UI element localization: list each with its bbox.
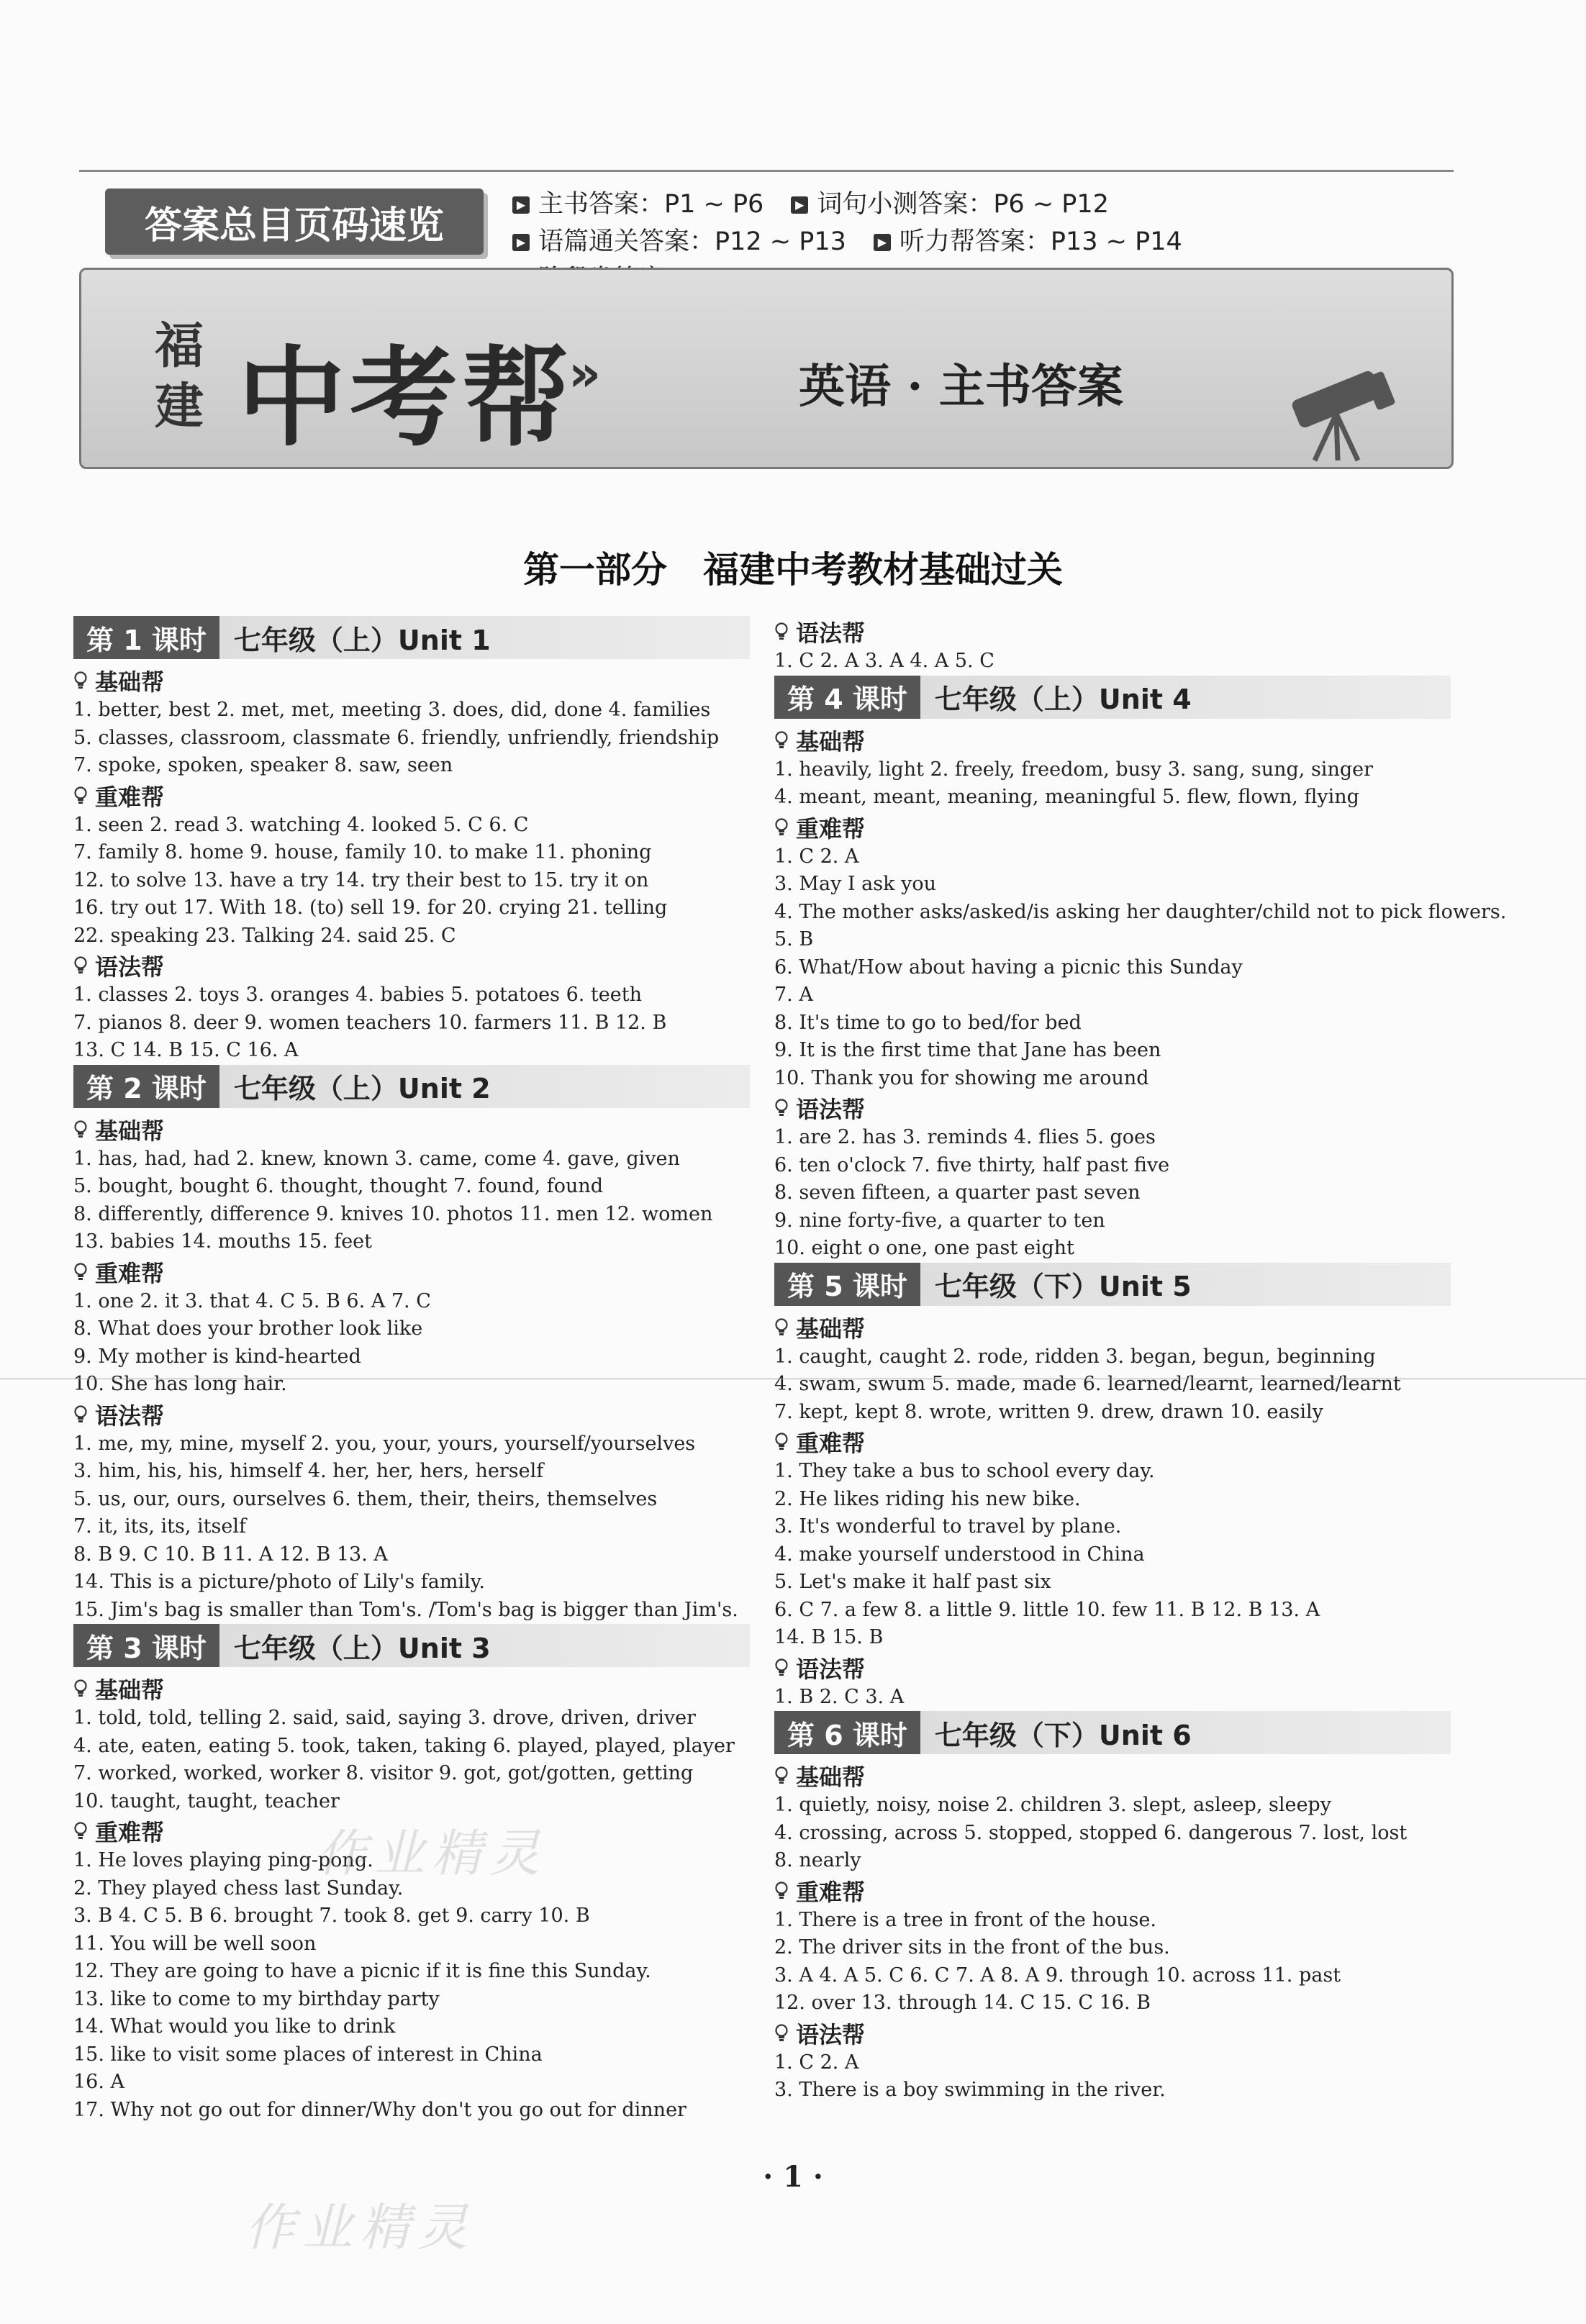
subject-title: 英语 · 主书答案 xyxy=(799,360,1123,414)
answer-line: 11. You will be well soon xyxy=(73,1932,317,1955)
answer-line: 4. make yourself understood in China xyxy=(774,1543,1145,1566)
play-square-icon: ▶ xyxy=(791,196,808,214)
answer-line: 4. ate, eaten, eating 5. took, taken, taking 6. played, played, player xyxy=(73,1734,735,1757)
section-heading xyxy=(73,1673,750,1705)
section-heading-label: 重难帮 xyxy=(796,814,866,843)
section-heading xyxy=(73,950,750,981)
section-heading xyxy=(774,1652,1451,1684)
lightbulb-icon xyxy=(73,956,88,975)
answer-page-link xyxy=(791,186,1109,223)
lesson-number: 第 3 课时 xyxy=(73,1624,219,1667)
lightbulb-icon xyxy=(774,1099,789,1117)
watermark: 作业精灵 xyxy=(245,2198,475,2257)
page-number: · 1 · xyxy=(763,2160,823,2194)
answer-line: 9. It is the first time that Jane has been xyxy=(774,1039,1161,1061)
section-heading xyxy=(73,1114,750,1145)
answer-page-link-label: 语篇通关答案：P12 ~ P13 xyxy=(538,227,846,256)
answer-line: 1. quietly, noisy, noise 2. children 3. slept, asleep, sleepy xyxy=(774,1794,1331,1816)
answer-line: 10. She has long hair. xyxy=(73,1373,287,1395)
answer-line: 5. B xyxy=(774,928,814,950)
answer-line: 13. babies 14. mouths 15. feet xyxy=(73,1230,373,1253)
answer-line: 13. C 14. B 15. C 16. A xyxy=(73,1039,299,1061)
answer-line: 4. swam, swum 5. made, made 6. learned/learnt, learned/learnt xyxy=(774,1373,1401,1395)
answer-line: 4. meant, meant, meaning, meaningful 5. flew, flown, flying xyxy=(774,786,1359,808)
answer-line: 5. classes, classroom, classmate 6. friendly, unfriendly, friendship xyxy=(73,726,720,749)
lesson-header xyxy=(774,1711,1451,1754)
lesson-number: 第 6 课时 xyxy=(774,1711,920,1754)
lightbulb-icon xyxy=(774,1433,789,1451)
answer-line: 16. A xyxy=(73,2071,125,2093)
section-heading xyxy=(774,1875,1451,1907)
section-heading xyxy=(774,812,1451,843)
answer-page-link xyxy=(512,223,846,260)
answer-line: 1. They take a bus to school every day. xyxy=(774,1460,1155,1482)
lightbulb-icon xyxy=(774,1882,789,1900)
lightbulb-icon xyxy=(774,1658,789,1677)
section-heading xyxy=(73,665,750,696)
lightbulb-icon xyxy=(774,2024,789,2043)
lesson-unit: 七年级（上）Unit 3 xyxy=(233,1632,491,1664)
answer-line: 1. one 2. it 3. that 4. C 5. B 6. A 7. C xyxy=(73,1289,431,1312)
brand-province: 福建 xyxy=(154,318,204,435)
lesson-header xyxy=(73,1624,750,1667)
answer-summary-label: 答案总目页码速览 xyxy=(105,189,484,255)
answer-line: 3. him, his, his, himself 4. her, her, hers, herself xyxy=(73,1460,544,1482)
lesson-header xyxy=(73,616,750,659)
right-column xyxy=(774,616,1507,2105)
answer-line: 2. The driver sits in the front of the bus. xyxy=(774,1936,1170,1958)
play-square-icon: ▶ xyxy=(512,234,530,251)
answer-line: 7. spoke, spoken, speaker 8. saw, seen xyxy=(73,754,453,776)
section-heading-label: 重难帮 xyxy=(95,783,165,811)
section-heading xyxy=(73,1256,750,1288)
section-heading xyxy=(774,1092,1451,1124)
answer-line: 17. Why not go out for dinner/Why don't you go out for dinner xyxy=(73,2098,686,2121)
answer-line: 1. are 2. has 3. reminds 4. flies 5. goes xyxy=(774,1126,1156,1148)
lesson-number: 第 2 课时 xyxy=(73,1065,219,1108)
lesson-number: 第 1 课时 xyxy=(73,616,219,659)
answer-line: 22. speaking 23. Talking 24. said 25. C xyxy=(73,924,456,947)
answer-line: 3. A 4. A 5. C 6. C 7. A 8. A 9. through 10. across 11. past xyxy=(774,1964,1341,1987)
section-heading xyxy=(774,2017,1451,2049)
answer-line: 10. taught, taught, teacher xyxy=(73,1789,340,1812)
section-heading xyxy=(73,780,750,812)
lightbulb-icon xyxy=(774,818,789,837)
answer-page-link-label: 词句小测答案：P6 ~ P12 xyxy=(817,190,1109,219)
answer-line: 1. B 2. C 3. A xyxy=(774,1685,905,1708)
answer-line: 1. better, best 2. met, met, meeting 3. does, did, done 4. families xyxy=(73,699,711,721)
header-rule xyxy=(79,170,1454,172)
lesson-unit: 七年级（上）Unit 4 xyxy=(934,684,1192,715)
lightbulb-icon xyxy=(73,1679,88,1698)
section-heading xyxy=(774,725,1451,756)
answer-line: 3. There is a boy swimming in the river. xyxy=(774,2079,1166,2101)
answer-line: 12. to solve 13. have a try 14. try their best to 15. try it on xyxy=(73,868,649,891)
section-heading xyxy=(774,616,1451,648)
answer-line: 9. nine forty-five, a quarter to ten xyxy=(774,1209,1105,1232)
answer-line: 4. The mother asks/asked/is asking her daughter/child not to pick flowers. xyxy=(774,900,1507,923)
section-heading xyxy=(73,1399,750,1430)
answer-line: 7. kept, kept 8. wrote, written 9. drew, drawn 10. easily xyxy=(774,1400,1323,1423)
lesson-header xyxy=(73,1065,750,1108)
lightbulb-icon xyxy=(774,731,789,750)
answer-line: 1. told, told, telling 2. said, said, saying 3. drove, driven, driver xyxy=(73,1707,696,1729)
answer-line: 15. Jim's bag is smaller than Tom's. /Tom's bag is bigger than Jim's. xyxy=(73,1598,738,1621)
answer-line: 8. It's time to go to bed/for bed xyxy=(774,1011,1082,1034)
section-heading-label: 重难帮 xyxy=(796,1878,866,1906)
play-square-icon: ▶ xyxy=(512,196,530,214)
answer-line: 8. nearly xyxy=(774,1849,861,1871)
lesson-header xyxy=(774,676,1451,719)
part-title: 第一部分 福建中考教材基础过关 xyxy=(523,549,1063,591)
section-heading xyxy=(774,1760,1451,1792)
answer-line: 10. Thank you for showing me around xyxy=(774,1066,1149,1089)
section-heading-label: 重难帮 xyxy=(95,1259,165,1287)
lightbulb-icon xyxy=(774,1318,789,1337)
answer-line: 3. May I ask you xyxy=(774,873,936,895)
section-heading-label: 基础帮 xyxy=(796,1315,866,1343)
lightbulb-icon xyxy=(73,671,88,690)
answer-line: 14. B 15. B xyxy=(774,1626,884,1648)
section-heading-label: 重难帮 xyxy=(95,1819,165,1846)
section-heading-label: 重难帮 xyxy=(796,1430,866,1457)
lesson-number: 第 5 课时 xyxy=(774,1263,920,1306)
answer-line: 7. family 8. home 9. house, family 10. to make 11. phoning xyxy=(73,841,652,863)
answer-line: 8. differently, difference 9. knives 10. photos 11. men 12. women xyxy=(73,1202,713,1225)
answer-line: 7. worked, worked, worker 8. visitor 9. got, got/gotten, getting xyxy=(73,1762,694,1784)
answer-line: 3. It's wonderful to travel by plane. xyxy=(774,1515,1122,1538)
answer-line: 10. eight o one, one past eight xyxy=(774,1237,1074,1259)
play-square-icon: ▶ xyxy=(874,234,891,251)
section-heading-label: 语法帮 xyxy=(796,2020,866,2048)
watermark: 作业精灵 xyxy=(317,1824,547,1883)
section-heading-label: 基础帮 xyxy=(95,1117,165,1145)
lesson-header xyxy=(774,1263,1451,1306)
section-heading-label: 语法帮 xyxy=(796,1655,866,1683)
answer-line: 3. B 4. C 5. B 6. brought 7. took 8. get 9. carry 10. B xyxy=(73,1905,590,1927)
answer-line: 6. C 7. a few 8. a little 9. little 10. few 11. B 12. B 13. A xyxy=(774,1598,1320,1621)
answer-line: 7. pianos 8. deer 9. women teachers 10. farmers 11. B 12. B xyxy=(73,1011,667,1034)
telescope-icon xyxy=(1279,363,1401,464)
answer-line: 2. He likes riding his new bike. xyxy=(774,1487,1081,1510)
answer-line: 1. There is a tree in front of the house. xyxy=(774,1908,1156,1931)
section-heading xyxy=(774,1426,1451,1458)
answer-line: 1. seen 2. read 3. watching 4. looked 5. C 6. C xyxy=(73,813,529,836)
answer-line: 1. C 2. A xyxy=(774,845,859,868)
lightbulb-icon xyxy=(774,1766,789,1785)
answer-line: 1. caught, caught 2. rode, ridden 3. began, begun, beginning xyxy=(774,1345,1376,1368)
lightbulb-icon xyxy=(73,1120,88,1139)
answer-line: 14. What would you like to drink xyxy=(73,2015,396,2038)
answer-line: 1. C 2. A 3. A 4. A 5. C xyxy=(774,650,994,672)
answer-line: 12. They are going to have a picnic if it is fine this Sunday. xyxy=(73,1960,651,1982)
lesson-unit: 七年级（上）Unit 1 xyxy=(233,624,491,656)
answer-line: 5. Let's make it half past six xyxy=(774,1571,1051,1593)
answer-line: 5. us, our, ours, ourselves 6. them, their, theirs, themselves xyxy=(73,1487,658,1510)
answer-line: 6. What/How about having a picnic this Sunday xyxy=(774,956,1243,979)
answer-line: 16. try out 17. With 18. (to) sell 19. for 20. crying 21. telling xyxy=(73,897,668,919)
answer-line: 1. classes 2. toys 3. oranges 4. babies 5. potatoes 6. teeth xyxy=(73,984,642,1006)
lightbulb-icon xyxy=(774,622,789,641)
answer-line: 2. They played chess last Sunday. xyxy=(73,1876,404,1899)
answer-line: 1. me, my, mine, myself 2. you, your, yours, yourself/yourselves xyxy=(73,1432,696,1455)
lesson-unit: 七年级（下）Unit 5 xyxy=(934,1271,1192,1302)
answer-line: 8. seven fifteen, a quarter past seven xyxy=(774,1181,1141,1204)
lightbulb-icon xyxy=(73,1263,88,1281)
answer-line: 1. He loves playing ping-pong. xyxy=(73,1849,373,1871)
answer-page-link-label: 听力帮答案：P13 ~ P14 xyxy=(899,227,1182,256)
answer-line: 5. bought, bought 6. thought, thought 7. found, found xyxy=(73,1175,604,1197)
answer-page-link xyxy=(874,223,1182,260)
section-heading-label: 基础帮 xyxy=(796,727,866,755)
answer-line: 6. ten o'clock 7. five thirty, half past five xyxy=(774,1153,1170,1176)
section-heading-label: 语法帮 xyxy=(95,953,165,981)
chevron-right-icon: » xyxy=(568,344,602,403)
answer-line: 14. This is a picture/photo of Lily's family. xyxy=(73,1571,485,1593)
left-column xyxy=(73,616,750,2124)
answer-page-link xyxy=(512,186,763,223)
answer-line: 7. A xyxy=(774,984,813,1006)
answer-line: 4. crossing, across 5. stopped, stopped 6. dangerous 7. lost, lost xyxy=(774,1821,1408,1844)
answer-line: 15. like to visit some places of interest in China xyxy=(73,2043,543,2066)
lightbulb-icon xyxy=(73,1405,88,1424)
answer-line: 12. over 13. through 14. C 15. C 16. B xyxy=(774,1992,1151,2014)
brand-title: 中考帮 xyxy=(237,336,575,461)
section-heading xyxy=(774,1312,1451,1343)
answer-line: 1. heavily, light 2. freely, freedom, busy 3. sang, sung, singer xyxy=(774,758,1374,781)
lightbulb-icon xyxy=(73,1822,88,1840)
section-heading-label: 语法帮 xyxy=(796,619,866,647)
section-heading-label: 基础帮 xyxy=(95,1676,165,1704)
answer-line: 7. it, its, its, itself xyxy=(73,1515,246,1538)
answer-page-link-label: 主书答案：P1 ~ P6 xyxy=(538,190,764,219)
section-heading-label: 语法帮 xyxy=(796,1096,866,1123)
section-heading-label: 语法帮 xyxy=(95,1402,165,1430)
lesson-number: 第 4 课时 xyxy=(774,676,920,719)
answer-line: 8. What does your brother look like xyxy=(73,1317,423,1340)
lesson-unit: 七年级（下）Unit 6 xyxy=(934,1719,1192,1751)
answer-line: 8. B 9. C 10. B 11. A 12. B 13. A xyxy=(73,1543,388,1566)
answer-line: 13. like to come to my birthday party xyxy=(73,1987,440,2010)
answer-line: 9. My mother is kind-hearted xyxy=(73,1345,361,1368)
answer-line: 1. C 2. A xyxy=(774,2051,859,2074)
answer-line: 1. has, had, had 2. knew, known 3. came, come 4. gave, given xyxy=(73,1147,680,1170)
lesson-unit: 七年级（上）Unit 2 xyxy=(233,1073,491,1104)
lightbulb-icon xyxy=(73,786,88,805)
section-heading-label: 基础帮 xyxy=(95,668,165,696)
section-heading-label: 基础帮 xyxy=(796,1764,866,1791)
